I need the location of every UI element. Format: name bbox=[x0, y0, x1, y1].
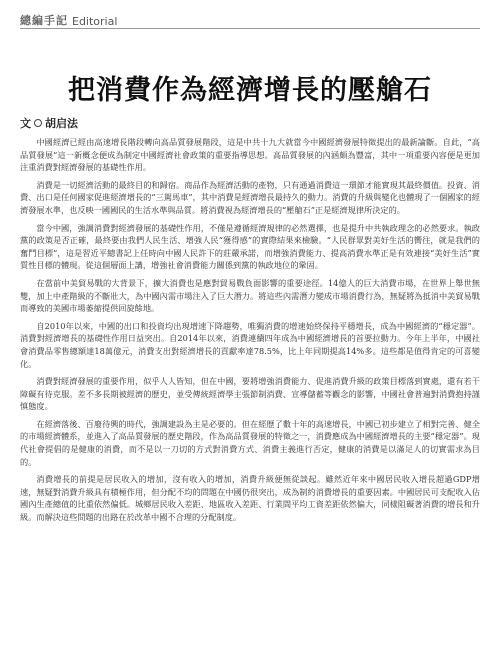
paragraph: 消費對經濟發展的重要作用，似乎人人皆知，但在中國，要將增強消費能力、促進消費升級的政策目標落到實處，還有若干障礙有待克服。差不多長期被經濟的歷史，並受傳統經濟學主張節制消費、宣導儲蓄等觀念的影響，中國社會普遍對消費抱持謹慎態度。 bbox=[20, 376, 480, 412]
paragraph: 消費增長的前提是居民收入的增加，沒有收入的增加，消費升級便無從談起。雖然近年來中國居民收入增長超過GDP增速，無疑對消費升級具有積極作用，但分配不均的問題在中國仍很突出，成為制約消費增長的重要因素。中國居民可支配收入佔國內生產總值的比重依然偏低。城鄉居民收入差距、地區收入差距、行業間平均工資差距依然偏大，同樣阻礙著消費的增長和升級。而解決這些問題的出路在於改革中國不合理的分配制度。 bbox=[20, 474, 480, 523]
section-header bbox=[20, 10, 480, 28]
author-prefix: 文 bbox=[20, 117, 31, 130]
author-line bbox=[20, 115, 78, 131]
circle-icon bbox=[34, 119, 42, 127]
paragraph: 自2010年以來，中國的出口和投資均出現增速下降趨勢，唯獨消費的增速始終保持平穩增長，成為中國經濟的“穩定器”。消費對經濟增長的基礎性作用日益突出。自2014年以來，消費連續四年成為中國經濟增長的首要拉動力。今年上半年，中國社會消費品零售總額達18萬億元，消費支出對經濟增長的貢獻率達78.5%，比上年同期提高14%多。這些都是值得肯定的可喜變化。 bbox=[20, 320, 480, 369]
article-body bbox=[20, 136, 480, 529]
article-title: 把消費作為經濟增長的壓艙石 bbox=[68, 75, 432, 106]
header-divider bbox=[20, 28, 480, 29]
section-label-cn: 總編手記 bbox=[20, 14, 68, 27]
section-label-en: Editorial bbox=[72, 15, 118, 28]
paragraph: 中國經濟已經由高速增長階段轉向高品質發展階段，這是中共十九大就當今中國經濟發展特徵提出的最新論斷。自此，“高品質發展”這一新概念便成為制定中國經濟社會政策的重要指導思想。高品質發展的內涵頗為豐富，其中一項重要內容便是更加注重消費對經濟發展的基礎性作用。 bbox=[20, 137, 480, 173]
paragraph: 在經濟落後、百廢待興的時代，強調建設為主是必要的。但在經歷了數十年的高速增長，中國已初步建立了相對完善、健全的市場經濟體系，並進入了高品質發展的歷史階段，作為高品質發展的特徵之一，消費應成為中國經濟增長的主要“穩定器”。現代社會提倡的是健康的消費，而不是以一刀切的方式對消費方式、消費主義進行否定，健康的消費是以滿足人的切實需求為目的。 bbox=[20, 418, 480, 467]
paragraph: 當今中國，強調消費對經濟發展的基礎性作用，不僅是遵循經濟規律的必然選擇，也是提升中共執政理念的必然要求。執政黨的政策是否正確，最終要由我們人民生活、增強人民“獲得感”的實際結果來檢驗。“人民群眾對美好生活的嚮往，就是我們的奮鬥目標”，這是習近平總書記上任時向中國人民許下的莊嚴承諾，而增強消費能力、提高消費水準正是有效連接“美好生活”實質性目標的體現。從這個層面上講，增強社會消費能力關係到黨的執政地位的鞏固。 bbox=[20, 222, 480, 271]
author-name: 胡启法 bbox=[45, 117, 78, 130]
paragraph: 在當前中美貿易戰的大背景下，擴大消費也是應對貿易戰負面影響的重要途徑。14億人的巨大消費市場，在世界上舉世無雙，加上中產階級的不斷壯大，為中國內需市場注入了巨大潛力。將這些內需潛力變成市場消費行為，無疑將為抵消中美貿易戰而導致的美國市場萎縮提供回旋餘地。 bbox=[20, 277, 480, 314]
paragraph: 消費是一切經濟活動的最終目的和歸宿。商品作為經濟活動的產物，只有通過消費這一環節才能實現其最終價值。投資、消費、出口是任何國家促進經濟增長的“三駕馬車”，其中消費是經濟增長最持久的動力。消費的升級與變化也體現了一個國家的經濟發展水準，也反映一國國民的生活水準與品質。將消費視為經濟增長的“壓艙石”正是經濟規律所決定的。 bbox=[20, 179, 480, 215]
